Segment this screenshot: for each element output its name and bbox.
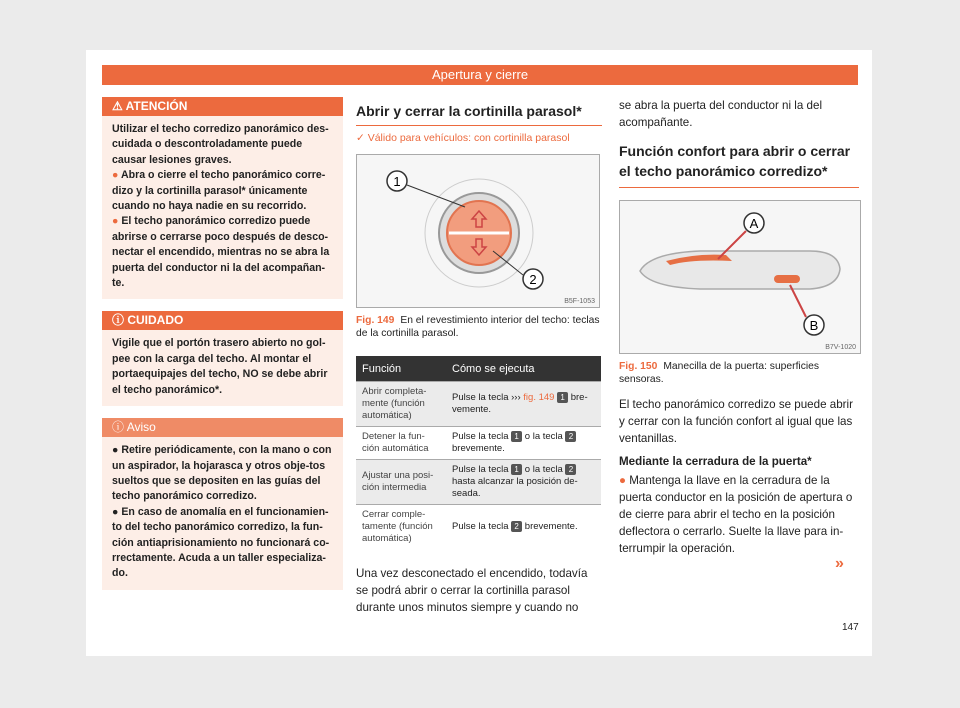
- marker-1: 1: [393, 174, 401, 189]
- caution-box: [102, 311, 343, 406]
- right-column: [619, 97, 859, 557]
- marker-2: 2: [529, 272, 537, 287]
- function-table: [356, 356, 601, 549]
- chapter-header: Apertura y cierre: [102, 65, 858, 85]
- door-handle-illustration: [620, 201, 860, 353]
- figure-150: [619, 200, 861, 354]
- divider: [356, 125, 602, 126]
- paragraph: Una vez desconectado el encendido, todavía se podrá abrir o cerrar la cortinilla parasol durante unos minutos siempre y cuando no: [356, 567, 588, 614]
- warning-icon: ⚠: [112, 99, 126, 113]
- warning-header: ⚠ ATENCIÓN: [102, 97, 343, 116]
- figure-caption: Fig. 150 Manecilla de la puerta: superficies sensoras.: [619, 361, 820, 385]
- paragraph: se abra la puerta del conductor ni la del acompañante.: [619, 99, 823, 129]
- table-row: Cerrar comple-tamente (función automática) Pulse la tecla 2 brevemente.: [356, 505, 601, 550]
- sunshade-buttons-illustration: [357, 155, 599, 307]
- warning-box: [102, 97, 343, 299]
- figure-code: B5F-1053: [564, 298, 595, 305]
- figure-link[interactable]: fig. 149: [523, 392, 555, 403]
- figure-code: B7V-1020: [825, 344, 856, 351]
- section-title: Abrir y cerrar la cortinilla parasol*: [356, 103, 582, 119]
- caution-icon: ⓘ: [112, 313, 128, 328]
- marker-b: B: [809, 318, 819, 333]
- caution-header: ⓘ CUIDADO: [102, 311, 343, 330]
- table-row: Detener la fun-ción automática Pulse la tecla 1 o la tecla 2 brevemente.: [356, 427, 601, 460]
- note-box: [102, 418, 343, 590]
- note-bullet: ● En caso de anomalía en el funcionamien-to del techo panorámico corredizo, la fun-ción antiaprisionamiento no funcionará co-rrectamente. Acuda a un taller especializa-do.: [112, 505, 330, 580]
- paragraph: El techo panorámico corredizo se puede abrir y cerrar con la función confort al igual que las ventanillas.: [619, 398, 853, 445]
- figure-caption: Fig. 149 En el revestimiento interior del techo: teclas de la cortinilla parasol.: [356, 315, 600, 339]
- divider: [619, 187, 859, 188]
- page-number: 147: [842, 622, 859, 633]
- table-row: Ajustar una posi-ción intermedia Pulse la tecla 1 o la tecla 2 hasta alcanzar la posición de-seada.: [356, 460, 601, 505]
- marker-a: A: [749, 216, 759, 231]
- validity-note: ✓ Válido para vehículos: con cortinilla parasol: [356, 132, 570, 144]
- caution-text: Vigile que el portón trasero abierto no gol-pee con la carga del techo. Al montar el portaequipajes del techo, NO se debe abrir el techo panorámico*.: [112, 337, 328, 396]
- table-header: Función Cómo se ejecuta: [356, 356, 601, 382]
- section-title: Función confort para abrir o cerrar el techo panorámico corredizo*: [619, 143, 851, 179]
- left-column: [102, 97, 343, 602]
- warning-bullet: ● Abra o cierre el techo panorámico corre-dizo y la cortinilla parasol* únicamente cuando no haya nadie en su recorrido.: [112, 169, 326, 213]
- warning-bullet: ● El techo panorámico corredizo puede abrirse o cerrarse poco después de desco-nectar el encendido, mientras no se abra la puerta del conductor ni la del acompañan-te.: [112, 215, 330, 290]
- subheading: Mediante la cerradura de la puerta*: [619, 455, 812, 468]
- table-row: Abrir completa-mente (función automática) Pulse la tecla ››› fig. 149 1 bre-vemente.: [356, 382, 601, 427]
- note-bullet: ● Retire periódicamente, con la mano o con un aspirador, la hojarasca y otros obje-tos sueltos que se depositen en las guías del techo panorámico corredizo.: [112, 444, 332, 503]
- warning-intro: Utilizar el techo corredizo panorámico des-cuidada o descontroladamente puede causar lesiones graves.: [112, 123, 329, 166]
- continue-arrow: »: [835, 555, 844, 572]
- note-header: ⓘ Aviso: [102, 418, 343, 437]
- figure-149: [356, 154, 600, 308]
- bullet-paragraph: ● Mantenga la llave en la cerradura de la puerta conductor en la posición de apertura o de cierre para abrir el techo en la posición deflectora o cerrarlo. Suelte la llave para in-terrumpir la operación.: [619, 474, 853, 555]
- middle-column: [356, 97, 602, 616]
- info-icon: ⓘ: [112, 420, 127, 435]
